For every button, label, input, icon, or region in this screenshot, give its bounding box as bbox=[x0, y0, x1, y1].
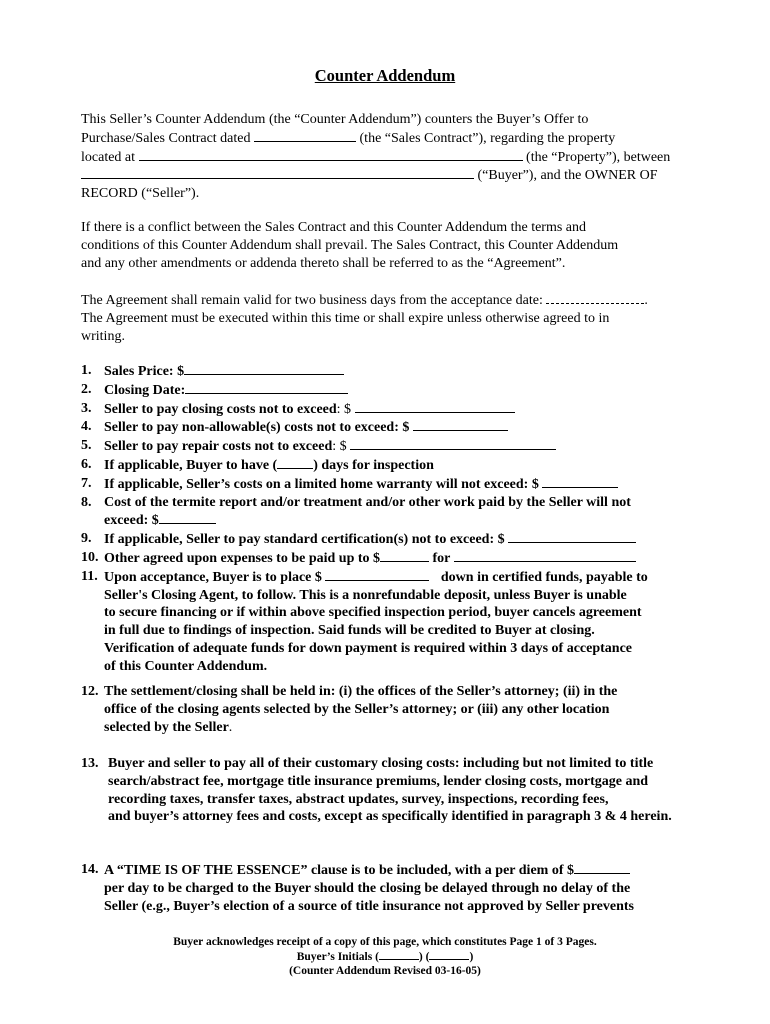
terms-list bbox=[81, 362, 721, 676]
settlement-text: selected by the Seller bbox=[104, 719, 229, 735]
item-number: 7. bbox=[81, 475, 92, 491]
non-allowable-costs-label: Seller to pay non-allowable(s) costs not to exceed: $ bbox=[104, 420, 410, 436]
deposit-label: Upon acceptance, Buyer is to place $ bbox=[104, 569, 322, 585]
list-item bbox=[81, 418, 721, 437]
item-number: 9. bbox=[81, 531, 92, 547]
located-at-label: located at bbox=[81, 149, 136, 165]
property-label: (the “Property”), between bbox=[526, 149, 671, 165]
home-warranty-field[interactable] bbox=[542, 475, 618, 488]
item-number: 4. bbox=[81, 419, 92, 435]
validity-paragraph bbox=[81, 291, 721, 345]
sales-price-field[interactable] bbox=[184, 362, 344, 375]
item-number: 6. bbox=[81, 456, 92, 472]
intro-line-2 bbox=[81, 129, 721, 148]
terms-list-closing-costs bbox=[81, 755, 721, 826]
contract-date-field[interactable] bbox=[254, 129, 356, 142]
item-number: 2. bbox=[81, 381, 92, 397]
deposit-line-2: Seller's Closing Agent, to follow. This is a nonrefundable deposit, unless Buyer is unable bbox=[104, 587, 627, 603]
list-item bbox=[81, 456, 721, 475]
inspection-days-suffix: ) days for inspection bbox=[313, 457, 434, 473]
inspection-days-label: If applicable, Buyer to have ( bbox=[104, 457, 278, 473]
other-expenses-label: Other agreed upon expenses to be paid up to $ bbox=[104, 550, 381, 566]
list-item bbox=[81, 568, 721, 676]
termite-cost-field[interactable] bbox=[159, 511, 216, 524]
certification-field[interactable] bbox=[508, 530, 636, 543]
closing-costs-para-line-3: recording taxes, transfer taxes, abstract updates, survey, inspections, recording fees, bbox=[108, 791, 609, 807]
closing-date-field[interactable] bbox=[185, 381, 348, 394]
termite-exceed-label: exceed: $ bbox=[104, 513, 159, 529]
essence-line-1 bbox=[104, 861, 721, 880]
closing-costs-para-line-4: and buyer’s attorney fees and costs, except as specifically identified in paragraph 3 & 4 herein. bbox=[108, 809, 672, 825]
intro-line-3 bbox=[81, 148, 721, 167]
initials-close: ) bbox=[469, 951, 474, 964]
initials-separator: ) ( bbox=[418, 951, 430, 964]
page-footer bbox=[0, 935, 770, 979]
validity-period: . bbox=[644, 293, 648, 308]
settlement-period: . bbox=[228, 719, 233, 735]
initials-label: Buyer’s Initials ( bbox=[296, 951, 379, 964]
buyer-initials-field-1[interactable] bbox=[379, 949, 419, 960]
list-item bbox=[81, 861, 721, 915]
list-item bbox=[81, 381, 721, 400]
buyer-label: (“Buyer”), and the OWNER OF bbox=[477, 168, 658, 184]
intro-line-4 bbox=[81, 166, 721, 185]
sales-contract-label: (the “Sales Contract”), regarding the property bbox=[359, 130, 616, 146]
validity-line-2: The Agreement must be executed within this time or shall expire unless otherwise agreed to in bbox=[81, 310, 610, 326]
inspection-days-field[interactable] bbox=[277, 456, 313, 469]
intro-line-1: This Seller’s Counter Addendum (the “Counter Addendum”) counters the Buyer’s Offer to bbox=[81, 112, 589, 127]
list-item bbox=[81, 755, 721, 826]
deposit-suffix: down in certified funds, payable to bbox=[440, 569, 648, 585]
list-item bbox=[81, 549, 721, 568]
item-number: 1. bbox=[81, 363, 92, 378]
repair-costs-label: Seller to pay repair costs not to exceed bbox=[104, 439, 333, 455]
settlement-line-1: The settlement/closing shall be held in: (i) the offices of the Seller’s attorney; (ii) in the bbox=[104, 684, 618, 699]
list-item bbox=[81, 400, 721, 419]
list-item bbox=[81, 530, 721, 549]
deposit-line-5: Verification of adequate funds for down payment is required within 3 days of acceptance bbox=[104, 640, 633, 656]
item-number: 12. bbox=[81, 684, 99, 699]
list-item bbox=[81, 437, 721, 456]
non-allowable-costs-field[interactable] bbox=[413, 418, 508, 431]
conflict-line-3: and any other amendments or addenda thereto shall be referred to as the “Agreement”. bbox=[81, 255, 566, 271]
termite-cost-line-2 bbox=[104, 511, 721, 530]
sales-price-label: Sales Price: $ bbox=[104, 364, 185, 379]
conflict-paragraph bbox=[81, 219, 721, 272]
buyer-name-field[interactable] bbox=[81, 166, 474, 179]
item-number: 14. bbox=[81, 862, 99, 877]
other-expenses-for-label: for bbox=[432, 550, 451, 566]
per-diem-label: A “TIME IS OF THE ESSENCE” clause is to be included, with a per diem of $ bbox=[104, 863, 574, 878]
intro-line-5: RECORD (“Seller”). bbox=[81, 186, 200, 202]
deposit-amount-field[interactable] bbox=[325, 568, 429, 581]
contract-dated-label: Purchase/Sales Contract dated bbox=[81, 130, 251, 146]
closing-costs-para-line-1: Buyer and seller to pay all of their customary closing costs: including but not limited to title bbox=[108, 756, 654, 771]
settlement-line-2: office of the closing agents selected by the Seller’s attorney; or (iii) any other location bbox=[104, 701, 610, 717]
item-number: 5. bbox=[81, 438, 92, 454]
item-number: 13. bbox=[81, 756, 99, 771]
terms-list-continued bbox=[81, 683, 721, 736]
home-warranty-label: If applicable, Seller’s costs on a limited home warranty will not exceed: $ bbox=[104, 476, 539, 492]
closing-costs-label: Seller to pay closing costs not to exceed bbox=[104, 401, 337, 417]
property-address-field[interactable] bbox=[139, 148, 523, 161]
validity-line-1 bbox=[81, 291, 721, 310]
closing-costs-currency: : $ bbox=[336, 401, 352, 417]
per-diem-field[interactable] bbox=[574, 861, 630, 874]
closing-costs-field[interactable] bbox=[355, 400, 515, 413]
closing-costs-para-line-2: search/abstract fee, mortgage title insurance premiums, lender closing costs, mortgage and bbox=[108, 773, 649, 789]
item-number: 11. bbox=[81, 568, 98, 584]
other-expenses-purpose-field[interactable] bbox=[454, 549, 636, 562]
certification-label: If applicable, Seller to pay standard certification(s) not to exceed: $ bbox=[104, 532, 505, 548]
conflict-line-1: If there is a conflict between the Sales Contract and this Counter Addendum the terms and bbox=[81, 220, 587, 235]
page-title: Counter Addendum bbox=[314, 66, 456, 85]
validity-text: The Agreement shall remain valid for two business days from the acceptance date: bbox=[81, 293, 543, 308]
termite-cost-label: Cost of the termite report and/or treatment and/or other work paid by the Seller will not bbox=[104, 494, 631, 510]
buyer-initials-line bbox=[0, 949, 770, 964]
repair-costs-currency: : $ bbox=[332, 439, 347, 455]
deposit-line-4: in full due to findings of inspection. Said funds will be credited to Buyer at closing. bbox=[104, 623, 595, 639]
item-number: 8. bbox=[81, 494, 92, 510]
list-item bbox=[81, 683, 721, 736]
acceptance-date-field[interactable] bbox=[546, 291, 644, 304]
repair-costs-field[interactable] bbox=[350, 437, 556, 450]
conflict-line-2: conditions of this Counter Addendum shall prevail. The Sales Contract, this Counter Addendum bbox=[81, 237, 619, 253]
item-number: 10. bbox=[81, 549, 99, 565]
deposit-line-6: of this Counter Addendum. bbox=[104, 658, 268, 674]
list-item bbox=[81, 475, 721, 494]
essence-line-3: Seller (e.g., Buyer’s election of a source of title insurance not approved by Seller prevents bbox=[104, 898, 634, 914]
settlement-line-3 bbox=[104, 719, 721, 737]
terms-list-essence bbox=[81, 861, 721, 915]
essence-line-2: per day to be charged to the Buyer should the closing be delayed through no delay of the bbox=[104, 880, 631, 896]
deposit-line-1 bbox=[104, 568, 721, 587]
revision-note: (Counter Addendum Revised 03-16-05) bbox=[289, 965, 481, 978]
footer-acknowledgement: Buyer acknowledges receipt of a copy of this page, which constitutes Page 1 of 3 Pages. bbox=[173, 936, 597, 948]
list-item bbox=[81, 494, 721, 531]
validity-line-3: writing. bbox=[81, 328, 125, 344]
deposit-line-3: to secure financing or if within above specified inspection period, buyer cancels agreement bbox=[104, 605, 642, 621]
item-number: 3. bbox=[81, 400, 92, 416]
list-item bbox=[81, 362, 721, 381]
closing-date-label: Closing Date: bbox=[104, 382, 186, 398]
intro-paragraph bbox=[81, 111, 721, 203]
buyer-initials-field-2[interactable] bbox=[429, 949, 469, 960]
other-expenses-amount-field[interactable] bbox=[380, 549, 429, 562]
